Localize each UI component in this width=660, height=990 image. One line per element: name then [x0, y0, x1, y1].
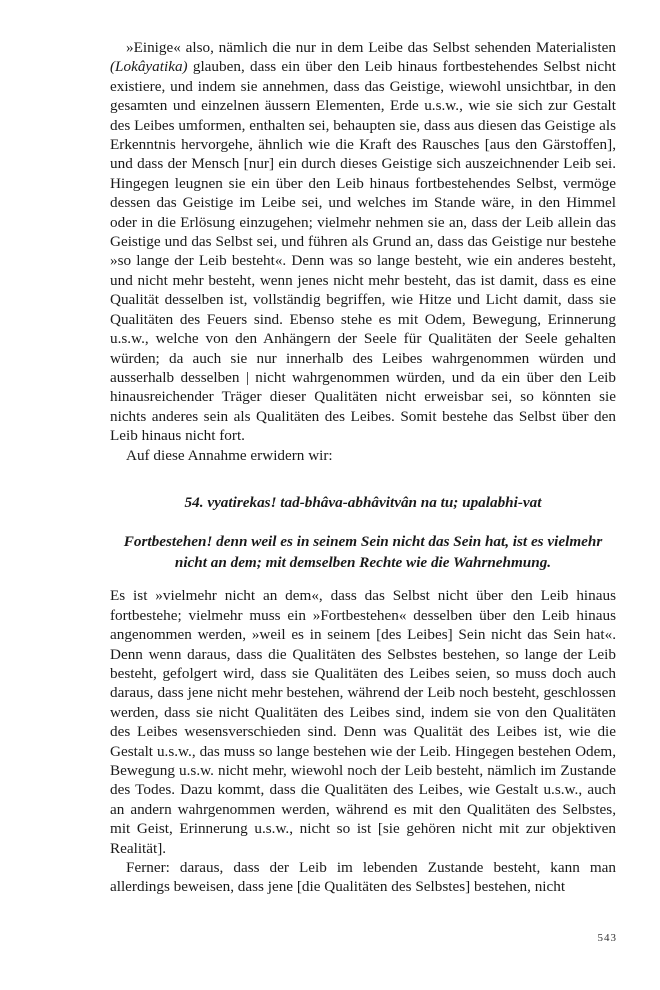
spacer [110, 573, 616, 586]
sutra-translation: Fortbestehen! denn weil es in seinem Sein nicht das Sein hat, ist es vielmehr nicht an dem; mit demselben Rechte wie die Wahrnehmung. [123, 533, 603, 572]
page-body [110, 38, 616, 897]
paragraph-commentary: Es ist »vielmehr nicht an dem«, dass das Selbst nicht über den Leib hinaus fortbestehe; vielmehr muss ein »Fortbestehen« desselben über den Leib hinaus angenommen werden, »weil es in seinem [des Leibes] Sein nicht das Sein hat«. Denn wenn daraus, dass die Qualitäten des Selbstes bestehen, so lange der Leib besteht, gefolgert wird, dass sie Qualitäten des Leibes seien, so muss doch auch daraus, dass jene nicht mehr bestehen, während der Leib noch besteht, geschlossen werden, dass sie nicht Qualitäten des Leibes sind, indem sie von den Qualitäten des Leibes wesensverschieden sind. Denn was Qualität des Leibes ist, wie die Gestalt u.s.w., das muss so lange bestehen wie der Leib. Hingegen bestehen Odem, Bewegung u.s.w. nicht mehr, wiewohl noch der Leib besteht, nämlich im Zustande des Todes. Dazu kommt, dass die Qualitäten des Leibes, wie Gestalt u.s.w., auch an andern wahrgenommen werden, während es mit den Qualitäten des Selbstes, mit Geist, Erinnerung u.s.w., nicht so ist [sie gehören nicht mit zur objektiven Realität]. [110, 587, 616, 857]
page-number: 543 [597, 932, 617, 944]
spacer [110, 465, 616, 493]
emphasis-lokayatika: (Lokâyatika) [110, 58, 188, 76]
paragraph-materialists [110, 38, 616, 446]
sutra-heading: 54. vyatirekas! tad-bhâva-abhâvitvân na tu; upalabhi-vat [184, 493, 542, 511]
paragraph-text-cont: glauben, dass ein über den Leib hinaus fortbestehendes Selbst nicht existiere, und indem sie annehmen, dass das Geistige, wiewohl unsichtbar, in den gesamten und einzelnen äussern Elementen, Erde u.s.w., wie sie sich zur Gestalt des Leibes umformen, enthalten sei, behaupten sie, dass aus diesen das Geistige als Erkenntnis hervorgehe, ähnlich wie die Kraft des Rausches [aus den Gärstoffen], und dass der Mensch [nur] ein durch dieses Geistige sich auszeichnender Leib sei. Hingegen leugnen sie ein über den Leib hinaus fortbestehendes Selbst, vermöge dessen das Geistige im Leibe sei, und welches im Stande wäre, in den Himmel oder in die Erlösung einzugehen; vielmehr nehmen sie an, dass der Leib allein das Geistige und das Selbst sei, und führen als Grund an, dass das Geistige nur bestehe »so lange der Leib besteht«. Denn was so lange besteht, wie ein anderes besteht, und nicht mehr besteht, wenn jenes nicht mehr besteht, das ist damit, dass es eine Qualität desselben ist, vollständig begriffen, wie Hitze und Licht damit, dass sie Qualitäten des Feuers sind. Ebenso stehe es mit Odem, Bewegung, Erinnerung u.s.w., welche von den Anhängern der Seele für Qualitäten der Seele gehalten würden; da auch sie nur innerhalb des Leibes wahrgenommen würden und ausserhalb desselben | nicht wahrgenommen würden, und da ein über den Leib hinausreichender Träger dieser Qualitäten nicht erweisbar sei, so könnten sie nichts anderes sein als Qualitäten des Leibes. Somit bestehe das Selbst über den Leib hinaus nicht fort. [110, 58, 616, 445]
paragraph-text: »Einige« also, nämlich die nur in dem Leibe das Selbst sehenden Materialisten [126, 39, 616, 56]
paragraph-ferner: Ferner: daraus, dass der Leib im lebenden Zustande besteht, kann man allerdings beweisen, dass jene [die Qualitäten des Selbstes] bestehen, nicht [110, 859, 616, 896]
paragraph-reply-intro: Auf diese Annahme erwidern wir: [126, 446, 333, 464]
